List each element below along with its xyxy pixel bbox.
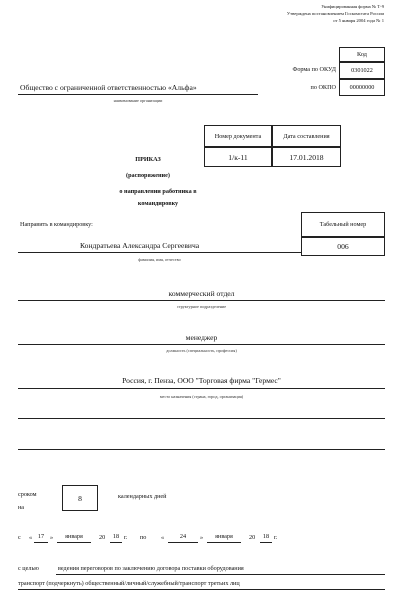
term-na-label: на [18, 504, 25, 511]
destination-extra-line-1 [18, 418, 385, 419]
okud-value: 0301022 [339, 62, 385, 79]
employee-name-caption: фамилия, имя, отчество [138, 257, 181, 262]
document-number-header: Номер документа [204, 125, 272, 147]
to-label: по [140, 534, 147, 541]
document-date-header: Дата составления [272, 125, 341, 147]
order-purpose-line1: о направлении работника в [119, 188, 197, 195]
purpose-line [56, 574, 385, 575]
to-day-line [168, 542, 198, 543]
from-day: 17 [37, 533, 45, 540]
from-year-suffix: г. [124, 534, 128, 541]
employee-name-line [18, 252, 301, 253]
document-date: 17.01.2018 [272, 147, 341, 167]
organization-name: Общество с ограниченной ответственностью «Альфа» [20, 83, 197, 92]
position-value: менеджер [185, 333, 218, 342]
from-close-quote: » [50, 534, 54, 541]
to-close-quote: » [200, 534, 204, 541]
form-reference-line2: Утверждена постановлением Госкомстата России [286, 11, 384, 16]
organization-line [18, 94, 258, 95]
destination-extra-line-2 [18, 449, 385, 450]
days-label: календарных дней [118, 493, 167, 500]
to-year-suffix: г. [274, 534, 278, 541]
form-reference-line1: Унифицированная форма № Т-9 [321, 4, 384, 9]
department-value: коммерческий отдел [168, 289, 235, 298]
from-day-line [34, 542, 48, 543]
term-label: сроком [18, 491, 37, 498]
tab-number-value: 006 [301, 237, 385, 256]
destination-value: Россия, г. Пенза, ООО "Торговая фирма "Гермес" [122, 376, 281, 385]
from-open-quote: « [29, 534, 33, 541]
okpo-label: по ОКПО [310, 84, 336, 91]
from-label: с [18, 534, 21, 541]
from-year-line [110, 542, 122, 543]
tab-number-header: Табельный номер [301, 212, 385, 237]
to-year-line [260, 542, 272, 543]
from-month: января [65, 533, 83, 540]
okpo-value: 00000000 [339, 79, 385, 96]
department-caption: структурное подразделение [176, 304, 227, 309]
department-line [18, 300, 385, 301]
order-title: ПРИКАЗ [135, 156, 161, 163]
to-month: января [215, 533, 233, 540]
employee-name: Кондратьева Александра Сергеевича [80, 241, 200, 250]
destination-line [18, 388, 385, 389]
to-open-quote: « [161, 534, 165, 541]
organization-caption: наименование организации [113, 98, 163, 103]
to-year: 18 [262, 533, 270, 540]
days-count: 8 [62, 485, 98, 511]
to-year-prefix: 20 [249, 534, 256, 541]
from-month-line [57, 542, 91, 543]
purpose-label: с целью [18, 565, 39, 572]
transport-line [18, 589, 385, 590]
to-month-line [207, 542, 241, 543]
code-header: Код [339, 47, 385, 62]
form-reference-line3: от 5 января 2004 года № 1 [333, 18, 384, 23]
order-purpose-line2: командировку [137, 200, 179, 207]
from-year-prefix: 20 [99, 534, 106, 541]
to-day: 24 [179, 533, 187, 540]
from-year: 18 [112, 533, 120, 540]
position-caption: должность (специальность, профессия) [166, 348, 237, 353]
document-number: 1/к-11 [204, 147, 272, 167]
purpose-text: ведения переговоров по заключению договора поставки оборудования [58, 565, 244, 572]
position-line [18, 344, 385, 345]
okud-label: Форма по ОКУД [292, 66, 336, 73]
order-subtitle: (распоряжение) [126, 172, 170, 179]
destination-caption: место назначения (страна, город, организация) [159, 394, 244, 399]
send-label: Направить в командировку: [20, 221, 93, 228]
transport-text: транспорт (подчеркнуть) общественный/личный/служебный/транспорт третьих лиц [18, 580, 240, 587]
